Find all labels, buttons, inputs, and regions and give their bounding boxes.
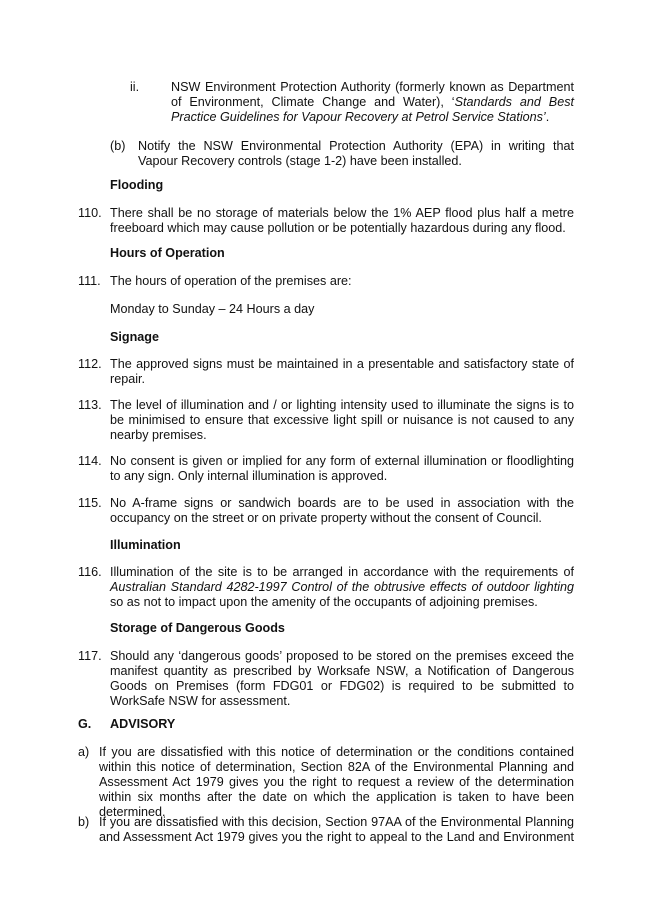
clause-117-text: Should any ‘dangerous goods’ proposed to be stored on the premises exceed the manifest quantity as prescribed by Worksafe NSW, a Notification of Dangerous Goods on Premises (form FDG01 or FDG02) is required to be submitted to WorkSafe NSW for assessment. bbox=[110, 649, 574, 708]
advisory-b-text: If you are dissatisfied with this decision, Section 97AA of the Environmental Planning and Assessment Act 1979 gives you the right to appeal to the Land and Environment bbox=[99, 815, 574, 844]
clause-115-text: No A-frame signs or sandwich boards are to be used in association with the occupancy on the street or on private property without the consent of Council. bbox=[110, 496, 574, 525]
clause-117-number: 117. bbox=[78, 649, 102, 663]
heading-illumination: Illumination bbox=[110, 538, 181, 552]
clause-111-number: 111. bbox=[78, 274, 101, 288]
clause-112-text: The approved signs must be maintained in a presentable and satisfactory state of repair. bbox=[110, 357, 574, 386]
advisory-b-label: b) bbox=[78, 815, 90, 829]
clause-116-standard: Australian Standard 4282-1997 Control of the obtrusive effects of outdoor lighting bbox=[110, 580, 574, 594]
clause-111-hours: Monday to Sunday – 24 Hours a day bbox=[110, 302, 315, 316]
section-g-letter: G. bbox=[78, 717, 92, 731]
sub-item-ii-end: . bbox=[545, 110, 550, 124]
sub-item-ii-label: ii. bbox=[130, 80, 140, 94]
heading-flooding: Flooding bbox=[110, 178, 164, 192]
clause-110-number: 110. bbox=[78, 206, 102, 220]
advisory-a-text: If you are dissatisfied with this notice of determination or the conditions contained within this notice of determination, Section 82A of the Environmental Planning and Assessment Act 1979 gives you the right to request a review of the determination within six months after the date on which the application is taken to have been determined. bbox=[99, 745, 574, 819]
item-b-label: (b) bbox=[110, 139, 126, 153]
clause-110-text: There shall be no storage of materials below the 1% AEP flood plus half a metre freeboard which may cause pollution or be potentially hazardous during any flood. bbox=[110, 206, 574, 235]
item-b-text: Notify the NSW Environmental Protection Authority (EPA) in writing that Vapour Recovery controls (stage 1-2) have been installed. bbox=[138, 139, 574, 168]
heading-dangerous-goods: Storage of Dangerous Goods bbox=[110, 621, 285, 635]
sub-item-ii-body: NSW Environment Protection Authority (formerly known as Department of Environment, Climate Change and Water), ‘ bbox=[171, 80, 574, 109]
sub-item-ii-italic: Standards and Best Practice Guidelines for Vapour Recovery at Petrol Service Stations’ bbox=[171, 95, 574, 124]
clause-113-number: 113. bbox=[78, 398, 102, 412]
clause-116-text-b: so as not to impact upon the amenity of the occupants of adjoining premises. bbox=[110, 595, 538, 609]
clause-113-text: The level of illumination and / or lighting intensity used to illuminate the signs is to be minimised to ensure that excessive light spill or nuisance is not caused to any nearby premises. bbox=[110, 398, 574, 442]
clause-116-text bbox=[110, 565, 574, 610]
clause-112-number: 112. bbox=[78, 357, 102, 371]
clause-111-text: The hours of operation of the premises are: bbox=[110, 274, 352, 288]
clause-114-number: 114. bbox=[78, 454, 102, 468]
section-g-title: ADVISORY bbox=[110, 717, 176, 731]
clause-116-text-a: Illumination of the site is to be arranged in accordance with the requirements of bbox=[110, 565, 574, 579]
heading-hours-of-operation: Hours of Operation bbox=[110, 246, 225, 260]
advisory-a-label: a) bbox=[78, 745, 90, 759]
clause-115-number: 115. bbox=[78, 496, 102, 510]
heading-signage: Signage bbox=[110, 330, 159, 344]
clause-114-text: No consent is given or implied for any form of external illumination or floodlighting to any sign. Only internal illumination is approved. bbox=[110, 454, 574, 483]
clause-116-number: 116. bbox=[78, 565, 102, 579]
sub-item-ii-text bbox=[171, 80, 574, 125]
